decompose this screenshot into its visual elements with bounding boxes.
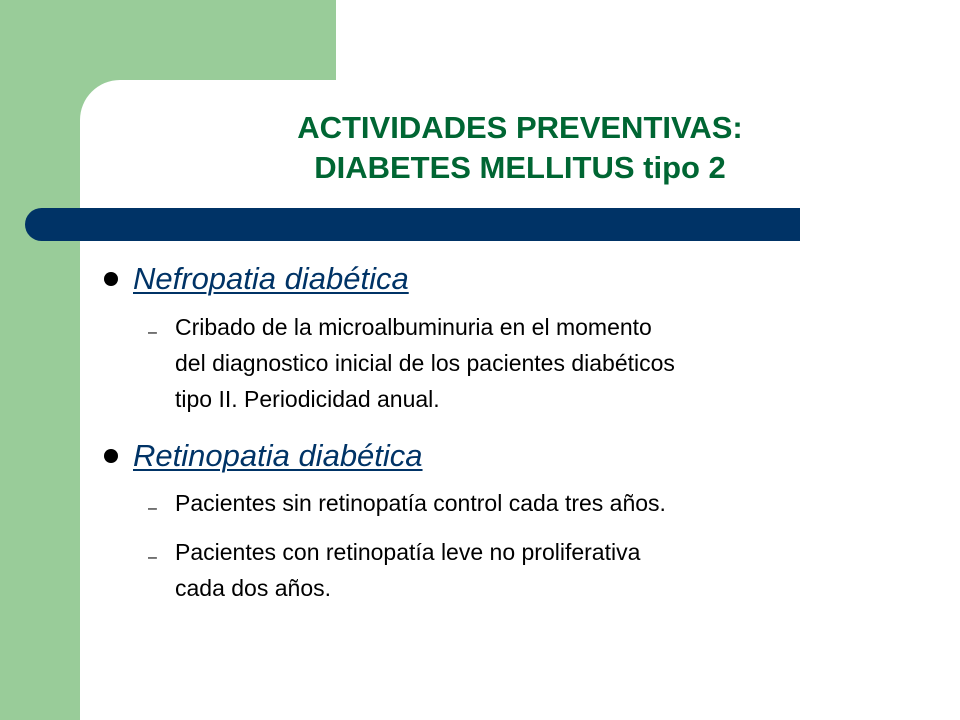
- section-heading-nefropatia[interactable]: Nefropatia diabética: [133, 261, 409, 296]
- section-heading-retinopatia[interactable]: Retinopatia diabética: [133, 438, 423, 473]
- sub-item-line: cada dos años.: [175, 575, 332, 601]
- bullet-dot-icon: [104, 449, 118, 463]
- title-line-1: ACTIVIDADES PREVENTIVAS:: [297, 110, 743, 145]
- sub-item: [175, 309, 875, 417]
- title-line-2: DIABETES MELLITUS tipo 2: [314, 150, 726, 185]
- dash-icon: –: [148, 324, 157, 341]
- dash-icon: –: [148, 549, 157, 566]
- sub-item-line: Pacientes sin retinopatía control cada tres años.: [175, 490, 666, 516]
- bullet-dot-icon: [104, 272, 118, 286]
- dash-icon: –: [148, 500, 157, 517]
- sub-item-line: Pacientes con retinopatía leve no proliferativa: [175, 539, 641, 565]
- sub-item-line: tipo II. Periodicidad anual.: [175, 386, 440, 412]
- sub-item: [175, 485, 875, 521]
- sub-item: [175, 534, 875, 606]
- sub-item-line: del diagnostico inicial de los pacientes diabéticos: [175, 350, 675, 376]
- sub-item-line: Cribado de la microalbuminuria en el momento: [175, 314, 652, 340]
